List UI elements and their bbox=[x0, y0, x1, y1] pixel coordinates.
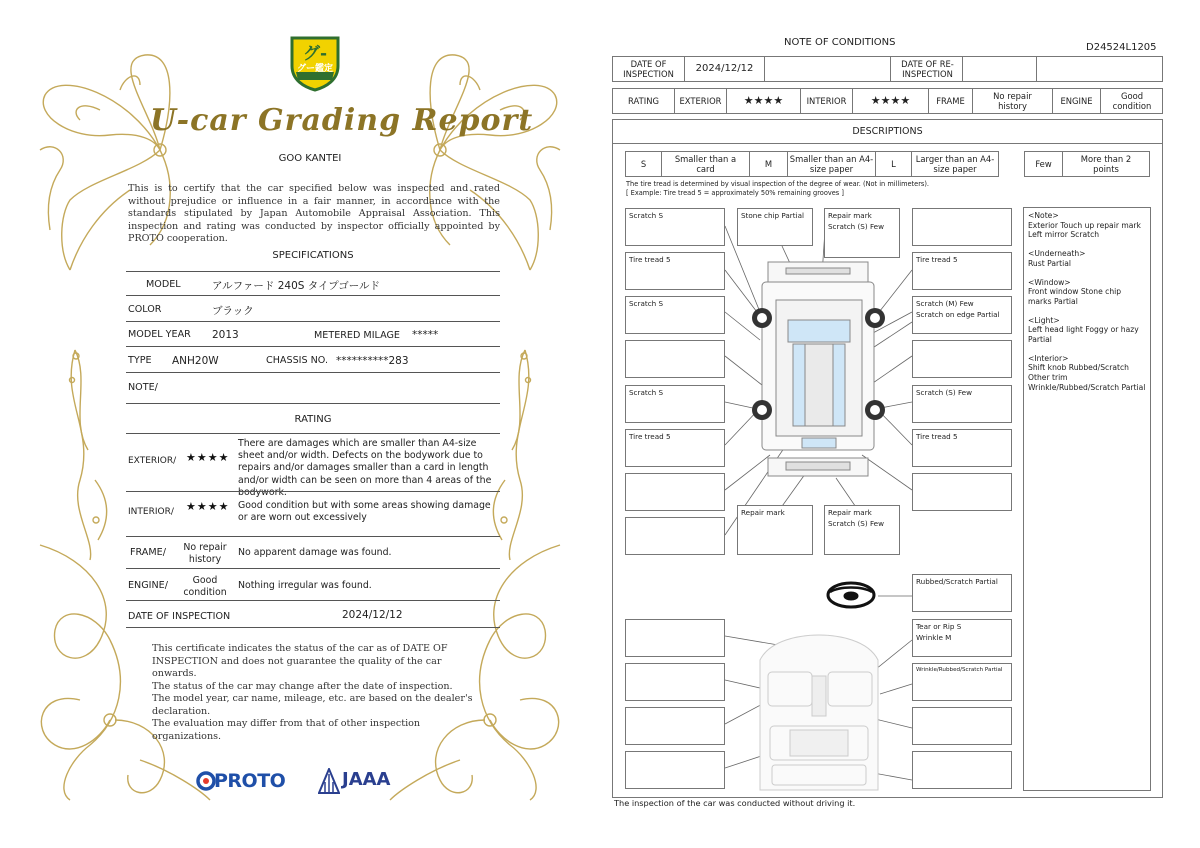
divider bbox=[126, 563, 500, 569]
note-box-interior-rear-seat bbox=[625, 751, 725, 789]
steering-wheel-icon bbox=[828, 583, 874, 607]
note-group-heading: <Light> bbox=[1028, 315, 1060, 325]
color-label: COLOR bbox=[128, 304, 162, 315]
exterior-stars: ★★★★ bbox=[186, 451, 230, 464]
divider bbox=[126, 341, 500, 347]
notes-title: NOTE OF CONDITIONS bbox=[784, 37, 896, 48]
note-box-interior-right-seat bbox=[912, 663, 1012, 701]
rating-label: RATING bbox=[613, 89, 675, 113]
engine-description: Nothing irregular was found. bbox=[238, 580, 372, 591]
exterior-stars: ★★★★ bbox=[727, 89, 801, 113]
type-value: ANH20W bbox=[172, 355, 219, 367]
note-group bbox=[1028, 354, 1146, 393]
note-text: Wrinkle/Rubbed/Scratch Partial bbox=[916, 667, 1003, 673]
note-line: Left head light Foggy or hazy Partial bbox=[1028, 325, 1139, 345]
divider bbox=[126, 595, 500, 601]
interior-description: Good condition but with some areas showing damage or are worn out excessively bbox=[238, 500, 491, 524]
metered-mileage-value: ***** bbox=[412, 329, 439, 341]
divider bbox=[126, 290, 500, 296]
notes-footer: The inspection of the car was conducted without driving it. bbox=[614, 798, 856, 808]
specifications-heading: SPECIFICATIONS bbox=[272, 250, 354, 261]
interior-stars: ★★★★ bbox=[186, 500, 230, 513]
divider bbox=[126, 426, 500, 434]
note-group-heading: <Underneath> bbox=[1028, 249, 1086, 259]
engine-value: Good condition bbox=[183, 575, 227, 599]
note-box-front-bumper bbox=[824, 208, 900, 258]
note-text: Tire tread 5 bbox=[916, 255, 958, 264]
rating-heading: RATING bbox=[294, 414, 332, 425]
tire-note: The tire tread is determined by visual inspection of the degree of wear. (Not in millimeters). bbox=[626, 180, 930, 188]
legend-few: Few bbox=[1025, 152, 1063, 176]
note-group-heading: <Window> bbox=[1028, 277, 1071, 287]
note-group bbox=[1028, 249, 1146, 268]
descriptions-heading: DESCRIPTIONS bbox=[612, 119, 1163, 144]
frame-value: No repair history bbox=[183, 542, 227, 566]
note-box-steering bbox=[912, 574, 1012, 612]
note-box-front-right bbox=[912, 208, 1012, 246]
note-label: NOTE/ bbox=[128, 382, 158, 393]
note-box-right-rear-door bbox=[912, 385, 1012, 423]
note-group bbox=[1028, 278, 1146, 307]
svg-text:グ-: グ- bbox=[302, 44, 328, 64]
note-box-front-left-tire bbox=[625, 252, 725, 290]
note-text: Scratch (S) Few bbox=[916, 388, 972, 397]
note-group-heading: <Note> bbox=[1028, 211, 1059, 220]
legend-l: L bbox=[876, 152, 912, 176]
note-text: Wrinkle M bbox=[916, 633, 952, 642]
note-box-front-left bbox=[625, 208, 725, 246]
jaaa-logo-icon bbox=[318, 768, 340, 794]
date-of-inspection-label: DATE OF INSPECTION bbox=[128, 611, 231, 622]
color-value: ブラック bbox=[212, 305, 254, 317]
exterior-label: EXTERIOR/ bbox=[128, 456, 177, 466]
interior-stars: ★★★★ bbox=[853, 89, 929, 113]
note-text: Scratch S bbox=[629, 299, 664, 308]
frame-label: FRAME/ bbox=[130, 547, 166, 558]
proto-logo-icon bbox=[196, 770, 216, 794]
divider bbox=[126, 622, 500, 628]
note-of-conditions bbox=[600, 0, 1200, 848]
jaaa-logo: JAAA bbox=[342, 769, 391, 790]
legend-s: S bbox=[626, 152, 662, 176]
note-box-left-bottom bbox=[625, 517, 725, 555]
note-box-interior-ceiling bbox=[625, 619, 725, 657]
note-box-interior-rear bbox=[912, 751, 1012, 789]
note-line: Wrinkle/Rubbed/Scratch Partial bbox=[1028, 382, 1146, 392]
note-box-rear-left-tire bbox=[625, 429, 725, 467]
note-text: Scratch (S) Few bbox=[828, 222, 884, 231]
note-text: Tire tread 5 bbox=[916, 432, 958, 441]
note-text: Rubbed/Scratch Partial bbox=[916, 577, 998, 586]
interior-label: INTERIOR bbox=[801, 89, 853, 113]
legend-m: M bbox=[750, 152, 788, 176]
document-id: D24524L1205 bbox=[1086, 42, 1157, 53]
note-box-left-rear-quarter bbox=[625, 473, 725, 511]
note-line: Shift knob Rubbed/Scratch bbox=[1028, 363, 1129, 373]
note-text: Scratch (S) Few bbox=[828, 519, 884, 528]
note-text: Stone chip Partial bbox=[741, 211, 804, 220]
note-line: Left mirror Scratch bbox=[1028, 230, 1100, 240]
metered-mileage-label: METERED MILAGE bbox=[314, 330, 400, 341]
badge-text: グー鑑定 bbox=[296, 64, 333, 74]
engine-label: ENGINE bbox=[1053, 89, 1101, 113]
divider bbox=[126, 398, 500, 404]
note-box-interior-left-seat bbox=[625, 663, 725, 701]
note-text: Repair mark bbox=[741, 508, 785, 517]
legend-s-desc: Smaller than a card bbox=[662, 152, 750, 176]
note-box-rear-right-tire bbox=[912, 429, 1012, 467]
tire-example: [ Example: Tire tread 5 = approximately 50% remaining grooves ] bbox=[626, 189, 844, 197]
legend-m-desc: Smaller than an A4-size paper bbox=[788, 152, 876, 176]
note-group bbox=[1028, 211, 1146, 240]
note-text: Tire tread 5 bbox=[629, 255, 671, 264]
divider bbox=[126, 531, 500, 537]
note-box-front-right-tire bbox=[912, 252, 1012, 290]
note-line: Front window Stone chip marks Partial bbox=[1028, 287, 1122, 306]
note-box-interior-right-trim bbox=[912, 707, 1012, 745]
model-label: MODEL bbox=[146, 279, 181, 290]
divider bbox=[126, 316, 500, 322]
note-text: Repair mark bbox=[828, 508, 872, 517]
certificate-title: U-car Grading Report bbox=[150, 103, 534, 138]
date-of-reinspection-label: DATE OF RE-INSPECTION bbox=[893, 57, 963, 81]
note-text: Scratch S bbox=[629, 211, 664, 220]
note-box-windshield bbox=[737, 208, 813, 246]
note-box-right-rear-quarter bbox=[912, 473, 1012, 511]
frame-description: No apparent damage was found. bbox=[238, 547, 392, 558]
note-text: Tire tread 5 bbox=[629, 432, 671, 441]
note-line: Exterior Touch up repair mark bbox=[1028, 220, 1141, 230]
model-year-value: 2013 bbox=[212, 329, 239, 341]
engine-value: Good condition bbox=[1112, 91, 1152, 111]
note-box-right-step bbox=[912, 340, 1012, 378]
date-of-inspection-label: DATE OF INSPECTION bbox=[613, 57, 685, 81]
chassis-value: **********283 bbox=[336, 355, 409, 367]
note-box-interior-dash bbox=[912, 619, 1012, 657]
interior-label: INTERIOR/ bbox=[128, 507, 174, 517]
note-box-left-rear-door bbox=[625, 385, 725, 423]
exterior-label: EXTERIOR bbox=[675, 89, 727, 113]
legend-few-desc: More than 2 points bbox=[1080, 154, 1132, 174]
note-box-left-step bbox=[625, 340, 725, 378]
model-value: アルファード 240S タイプゴールド bbox=[212, 280, 380, 292]
note-text: Scratch on edge Partial bbox=[916, 310, 1000, 319]
note-text: Repair mark bbox=[828, 211, 872, 220]
model-year-label: MODEL YEAR bbox=[128, 329, 191, 340]
date-of-inspection-value: 2024/12/12 bbox=[685, 57, 765, 81]
proto-logo: PROTO bbox=[214, 770, 286, 792]
chassis-label: CHASSIS NO. bbox=[266, 355, 329, 366]
note-box-interior-left-trim bbox=[625, 707, 725, 745]
divider bbox=[126, 367, 500, 373]
frame-label: FRAME bbox=[929, 89, 973, 113]
note-box-rear-gate bbox=[737, 505, 813, 555]
note-box-right-front-door bbox=[912, 296, 1012, 334]
goo-kantei-badge bbox=[286, 32, 344, 92]
note-text: Scratch (M) Few bbox=[916, 299, 974, 308]
exterior-description: There are damages which are smaller than A4-size sheet and/or width. Defects on the bodywork due to repairs and/or damages smaller than a card in length and/or width can be seen on more than 4 areas of the bodywork. bbox=[238, 438, 492, 498]
note-box-left-front-door bbox=[625, 296, 725, 334]
note-text: Tear or Rip S bbox=[916, 622, 962, 631]
date-of-inspection-value: 2024/12/12 bbox=[342, 609, 403, 621]
side-notes-panel bbox=[1023, 207, 1151, 791]
certificate-intro: This is to certify that the car specified below was inspected and rated without prejudice or influence in a fair manner, in accordance with the standards stipulated by Japan Automobile Appraisal Association. This inspection and rating was conducted by inspector officially appointed by PROTO cooperation. bbox=[128, 183, 500, 244]
divider bbox=[126, 262, 500, 272]
engine-label: ENGINE/ bbox=[128, 580, 168, 591]
note-group bbox=[1028, 316, 1146, 345]
frame-value: No repair history bbox=[973, 89, 1053, 113]
certificate-footer: This certificate indicates the status of the car as of DATE OF INSPECTION and does not guarantee the quality of the car onwards. The status of the car may change after the date of inspection. The model year, car name, mileage, etc. are based on the dealer's declaration. The evaluation may differ from that of other inspection organizations. bbox=[152, 643, 473, 742]
note-text: Scratch S bbox=[629, 388, 664, 397]
type-label: TYPE bbox=[128, 355, 152, 366]
note-line: Rust Partial bbox=[1028, 258, 1071, 268]
divider bbox=[126, 486, 500, 492]
note-box-rear-bumper bbox=[824, 505, 900, 555]
legend-l-desc: Larger than an A4-size paper bbox=[915, 154, 995, 174]
certificate-subtitle: GOO KANTEI bbox=[278, 153, 342, 164]
note-line: Other trim bbox=[1028, 373, 1068, 383]
note-group-heading: <Interior> bbox=[1028, 353, 1069, 363]
